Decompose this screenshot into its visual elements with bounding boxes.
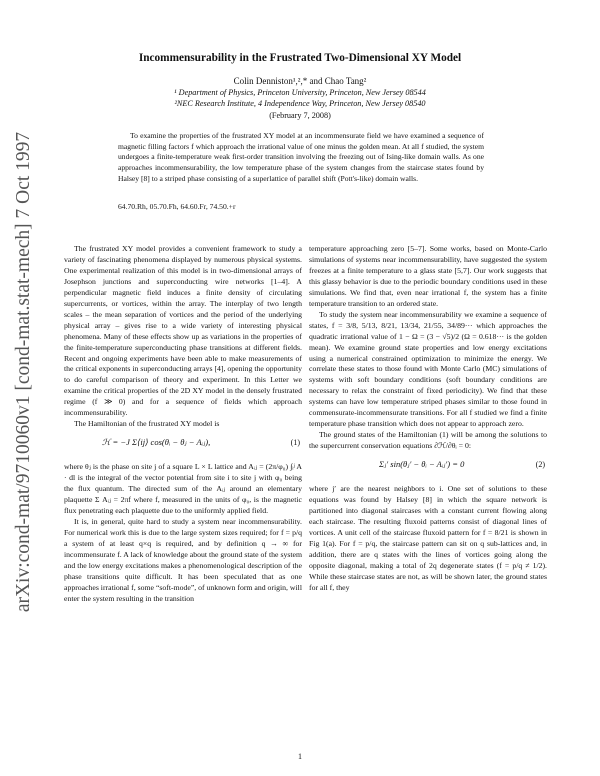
left-column (64, 244, 302, 605)
paragraph: where j′ are the nearest neighbors to i. One set of solutions to these equations was found by Halsey [8] in which the square network is partitioned into diagonal staircases with a constant current flowing along each staircase. The resulting fluxoid patterns consist of diagonal lines of vortices. A unit cell of the staircase fluxoid pattern for f = 8/21 is shown in Fig 1(a). For f = p/q, the staircase pattern can sit on q sub-lattices and, in addition, there are q states with the lines of vortices going along the opposite diagonal, making a total of 2q degenerate states (f = p/q ≠ 1/2). While these staircase states are not, as will be shown later, the ground states for all f, they (309, 484, 547, 592)
affiliation-2: ²NEC Research Institute, 4 Independence Way, Princeton, New Jersey 08540 (174, 99, 426, 108)
page-number: 1 (298, 752, 302, 761)
paragraph: It is, in general, quite hard to study a system near incommensurability. For numerical work this is due to the large system sizes required; for f = p/q a system of at least q×q is required, and by definition q → ∞ for incommensurate f. A lack of knowledge about the ground state of the system and the low energy excitations makes a phenomenological description of the phase transitions quite difficult. It has been speculated that as one approaches irrational f, some “soft-mode”, of unknown form and origin, will enter the system resulting in the transition (64, 516, 302, 603)
right-column (309, 244, 547, 594)
affiliation-1: ¹ Department of Physics, Princeton University, Princeton, New Jersey 08544 (174, 88, 426, 97)
arxiv-identifier: arXiv:cond-mat/9710060v1 [cond-mat.stat-mech] 7 Oct 1997 (13, 131, 34, 613)
equation-expression: ℋ = −J Σ⟨ij⟩ cos(θᵢ − θⱼ − Aᵢⱼ), (102, 437, 211, 448)
equation-number: (2) (535, 460, 545, 470)
equation-2 (309, 455, 547, 479)
equation-expression: Σⱼ′ sin(θⱼ′ − θᵢ − Aᵢⱼ′) = 0 (379, 459, 465, 470)
equation-1 (64, 433, 302, 457)
authors: Colin Denniston¹,²,* and Chao Tang² (233, 76, 367, 86)
paragraph: temperature approaching zero [5–7]. Some works, based on Monte-Carlo simulations of systems near incommensurability, have suggested the system freezes at a finite temperature to a glass state [5,7]. Our work suggests that this glassy behavior is due to the periodic boundary conditions used in these simulations. We find that, even near irrational f, the system has a finite temperature transition to an ordered state. (309, 244, 547, 308)
paragraph: To study the system near incommensurability we examine a sequence of states, f = 3/8, 5/13, 8/21, 13/34, 21/55, 34/89··· which approaches the quadratic irrational value of 1 − Ω = (3 − √5)/2 (Ω = 0.618··· is the golden mean). We examine ground state properties and low energy excitations using a numerical constrained optimization to minimize the energy. We correlate these states to those found with Monte Carlo (MC) simulations of systems with soft boundary conditions (soft boundary conditions are necessary to relax the constraint of fixed periodicity). We find that these systems can have low temperature striped phases similar to those found in commensurate-incommensurate transitions. For all f studied we find a finite temperature phase transition which does not appear to approach zero. (309, 309, 547, 429)
date: (February 7, 2008) (269, 111, 331, 120)
pacs-codes: 64.70.Rh, 05.70.Fh, 64.60.Fr, 74.50.+r (118, 202, 236, 211)
abstract: To examine the properties of the frustrated XY model at an incommensurate field we have examined a sequence of magnetic filling factors f which approach the irrational value of one minus the golden mean. At all f studied, the system undergoes a finite-temperature weak first-order transition involving the freezing out of Ising-like domain walls. As one approaches incommensurability, the low temperature phase of the system changes from the staircase states found by Halsey [8] to a striped phase consisting of a superlattice of parallel shift (Pott's-like) domain walls. (118, 131, 484, 183)
paper-title: Incommensurability in the Frustrated Two-Dimensional XY Model (138, 52, 462, 64)
paragraph: The frustrated XY model provides a convenient framework to study a variety of fascinating phenomena displayed by numerous physical systems. One experimental realization of this model is in two-dimensional arrays of Josephson junctions and superconducting wire networks [1–4]. A perpendicular magnetic field induces a finite density of circulating supercurrents, or vortices, within the array. The interplay of two length scales – the mean separation of vortices and the period of the underlying physical array – gives rise to a wide variety of interesting physical phenomena. Many of these effects show up as variations in the properties of the finite-temperature superconducting phase transitions at different fields. Recent and ongoing experiments have been able to make measurements of the critical exponents in superconducting arrays [4], opening the opportunity to do careful comparison of theory and experiment. In this Letter we examine the critical properties of the 2D XY model in the densely frustrated regime (f ≫ 0) and for a sequence of fields which approach incommensurability. (64, 244, 302, 418)
paragraph: where θⱼ is the phase on site j of a square L × L lattice and Aᵢⱼ = (2π/φ₀) ∫ᵢʲ A · dl is the integral of the vector potential from site i to site j with φ₀ being the flux quantum. The directed sum of the Aᵢⱼ around an elementary plaquette Σ Aᵢⱼ = 2πf where f, measured in the units of φ₀, is the magnetic flux penetrating each plaquette due to the uniformly applied field. (64, 462, 302, 516)
equation-number: (1) (290, 438, 300, 448)
paragraph: The Hamiltonian of the frustrated XY model is (74, 419, 220, 429)
paragraph: The ground states of the Hamiltonian (1) will be among the solutions to the supercurrent conservation equations ∂ℋ/∂θᵢ = 0: (309, 430, 547, 451)
